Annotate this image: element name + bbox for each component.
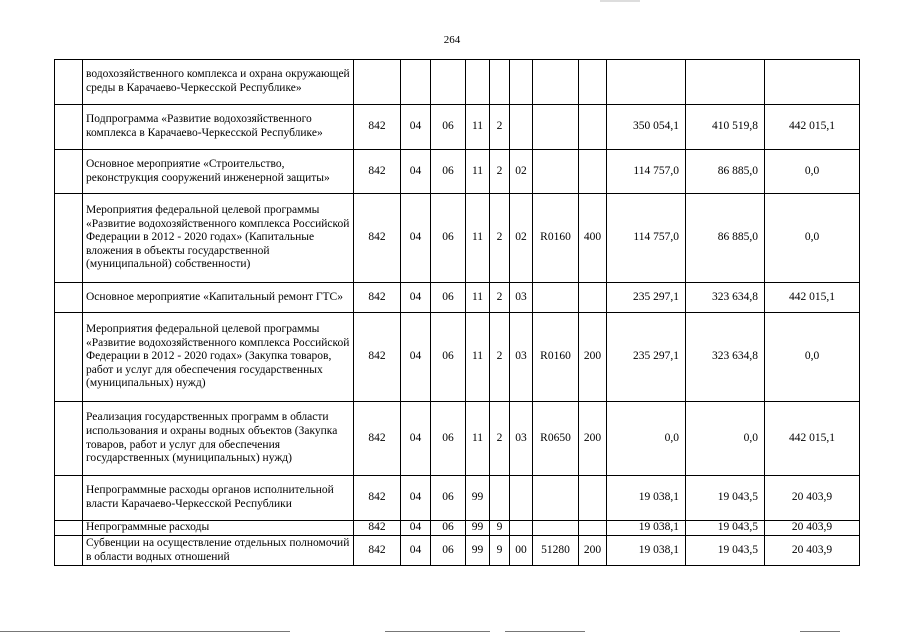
table-row (55, 60, 860, 105)
program-code: 11 (466, 402, 490, 476)
direction-code: R0160 (533, 194, 579, 283)
subsection-code (431, 60, 466, 105)
footer-rule (0, 631, 290, 632)
amount-year-3 (765, 60, 860, 105)
amount-year-1: 235 297,1 (607, 283, 686, 313)
subprogram-code: 2 (490, 402, 510, 476)
table-row (55, 194, 860, 283)
row-number-cell (55, 521, 83, 536)
row-number-cell (55, 105, 83, 150)
direction-code: 51280 (533, 536, 579, 566)
footer-rule (505, 631, 585, 632)
section-code: 04 (401, 476, 431, 521)
row-number-cell (55, 283, 83, 313)
table-row (55, 105, 860, 150)
amount-year-2: 19 043,5 (686, 476, 765, 521)
direction-code: R0650 (533, 402, 579, 476)
row-name: Непрограммные расходы органов исполнительной власти Карачаево-Черкесской Республики (83, 476, 354, 521)
subsection-code: 06 (431, 521, 466, 536)
expense-type (579, 521, 607, 536)
expense-type: 200 (579, 313, 607, 402)
row-number-cell (55, 402, 83, 476)
amount-year-3: 0,0 (765, 313, 860, 402)
direction-code (533, 521, 579, 536)
direction-code (533, 283, 579, 313)
row-name: Мероприятия федеральной целевой программы «Развитие водохозяйственного комплекса Российской Федерации в 2012 - 2020 годах» (Закупка товаров, работ и услуг для обеспечения государственных (муниципальных) нужд) (83, 313, 354, 402)
amount-year-2: 0,0 (686, 402, 765, 476)
program-code (466, 60, 490, 105)
admin-code: 842 (354, 313, 401, 402)
row-name: Непрограммные расходы (83, 521, 354, 536)
amount-year-1: 235 297,1 (607, 313, 686, 402)
activity-code (510, 105, 533, 150)
footer-rule (800, 631, 840, 632)
amount-year-3: 20 403,9 (765, 521, 860, 536)
amount-year-3: 0,0 (765, 194, 860, 283)
subsection-code: 06 (431, 402, 466, 476)
row-name: Подпрограмма «Развитие водохозяйственного комплекса в Карачаево-Черкесской Республике» (83, 105, 354, 150)
budget-table (54, 59, 860, 566)
program-code: 99 (466, 476, 490, 521)
program-code: 11 (466, 105, 490, 150)
activity-code: 02 (510, 150, 533, 194)
expense-type: 200 (579, 536, 607, 566)
expense-type (579, 150, 607, 194)
table-row (55, 150, 860, 194)
row-name: Реализация государственных программ в области использования и охраны водных объектов (Закупка товаров, работ и услуг для обеспечения государственных (муниципальных) нужд) (83, 402, 354, 476)
amount-year-3: 20 403,9 (765, 476, 860, 521)
amount-year-2 (686, 60, 765, 105)
subprogram-code (490, 60, 510, 105)
row-name: Мероприятия федеральной целевой программы «Развитие водохозяйственного комплекса Российской Федерации в 2012 - 2020 годах» (Капитальные вложения в объекты государственной (муниципальной) собственности) (83, 194, 354, 283)
table-row (55, 476, 860, 521)
admin-code (354, 60, 401, 105)
activity-code (510, 60, 533, 105)
admin-code: 842 (354, 150, 401, 194)
row-name: Основное мероприятие «Строительство, реконструкция сооружений инженерной защиты» (83, 150, 354, 194)
amount-year-3: 442 015,1 (765, 105, 860, 150)
admin-code: 842 (354, 476, 401, 521)
amount-year-1: 19 038,1 (607, 536, 686, 566)
program-code: 99 (466, 536, 490, 566)
amount-year-1 (607, 60, 686, 105)
amount-year-1: 114 757,0 (607, 194, 686, 283)
subprogram-code: 2 (490, 283, 510, 313)
subprogram-code: 9 (490, 536, 510, 566)
section-code: 04 (401, 313, 431, 402)
direction-code (533, 150, 579, 194)
section-code: 04 (401, 194, 431, 283)
amount-year-2: 323 634,8 (686, 283, 765, 313)
subsection-code: 06 (431, 536, 466, 566)
activity-code: 03 (510, 402, 533, 476)
activity-code: 00 (510, 536, 533, 566)
amount-year-1: 19 038,1 (607, 476, 686, 521)
activity-code: 03 (510, 313, 533, 402)
admin-code: 842 (354, 194, 401, 283)
amount-year-3: 0,0 (765, 150, 860, 194)
expense-type: 400 (579, 194, 607, 283)
admin-code: 842 (354, 283, 401, 313)
admin-code: 842 (354, 521, 401, 536)
admin-code: 842 (354, 536, 401, 566)
program-code: 11 (466, 313, 490, 402)
amount-year-1: 350 054,1 (607, 105, 686, 150)
table-row (55, 402, 860, 476)
amount-year-3: 442 015,1 (765, 283, 860, 313)
subsection-code: 06 (431, 150, 466, 194)
row-name: Субвенции на осуществление отдельных полномочий в области водных отношений (83, 536, 354, 566)
row-number-cell (55, 60, 83, 105)
footer-rule (385, 631, 490, 632)
row-name: Основное мероприятие «Капитальный ремонт ГТС» (83, 283, 354, 313)
amount-year-2: 323 634,8 (686, 313, 765, 402)
amount-year-2: 410 519,8 (686, 105, 765, 150)
row-name: водохозяйственного комплекса и охрана окружающей среды в Карачаево-Черкесской Республике» (83, 60, 354, 105)
table-row (55, 283, 860, 313)
expense-type (579, 105, 607, 150)
amount-year-1: 0,0 (607, 402, 686, 476)
activity-code: 02 (510, 194, 533, 283)
subprogram-code: 2 (490, 313, 510, 402)
page-number: 264 (443, 34, 461, 46)
activity-code (510, 476, 533, 521)
subprogram-code: 9 (490, 521, 510, 536)
row-number-cell (55, 150, 83, 194)
program-code: 11 (466, 150, 490, 194)
direction-code (533, 476, 579, 521)
amount-year-2: 19 043,5 (686, 521, 765, 536)
subprogram-code: 2 (490, 194, 510, 283)
expense-type (579, 476, 607, 521)
amount-year-1: 114 757,0 (607, 150, 686, 194)
table-row (55, 536, 860, 566)
section-code: 04 (401, 105, 431, 150)
amount-year-3: 442 015,1 (765, 402, 860, 476)
subsection-code: 06 (431, 476, 466, 521)
subsection-code: 06 (431, 313, 466, 402)
section-code: 04 (401, 536, 431, 566)
section-code: 04 (401, 283, 431, 313)
section-code (401, 60, 431, 105)
program-code: 99 (466, 521, 490, 536)
expense-type (579, 283, 607, 313)
expense-type (579, 60, 607, 105)
row-number-cell (55, 313, 83, 402)
activity-code: 03 (510, 283, 533, 313)
section-code: 04 (401, 402, 431, 476)
direction-code: R0160 (533, 313, 579, 402)
admin-code: 842 (354, 105, 401, 150)
amount-year-1: 19 038,1 (607, 521, 686, 536)
program-code: 11 (466, 194, 490, 283)
table-row (55, 521, 860, 536)
direction-code (533, 60, 579, 105)
amount-year-2: 19 043,5 (686, 536, 765, 566)
subsection-code: 06 (431, 105, 466, 150)
program-code: 11 (466, 283, 490, 313)
amount-year-2: 86 885,0 (686, 194, 765, 283)
amount-year-3: 20 403,9 (765, 536, 860, 566)
subprogram-code (490, 476, 510, 521)
section-code: 04 (401, 150, 431, 194)
direction-code (533, 105, 579, 150)
subprogram-code: 2 (490, 150, 510, 194)
table-row (55, 313, 860, 402)
subsection-code: 06 (431, 283, 466, 313)
amount-year-2: 86 885,0 (686, 150, 765, 194)
admin-code: 842 (354, 402, 401, 476)
subprogram-code: 2 (490, 105, 510, 150)
row-number-cell (55, 536, 83, 566)
subsection-code: 06 (431, 194, 466, 283)
row-number-cell (55, 476, 83, 521)
scan-artifact (600, 0, 640, 2)
activity-code (510, 521, 533, 536)
expense-type: 200 (579, 402, 607, 476)
section-code: 04 (401, 521, 431, 536)
row-number-cell (55, 194, 83, 283)
